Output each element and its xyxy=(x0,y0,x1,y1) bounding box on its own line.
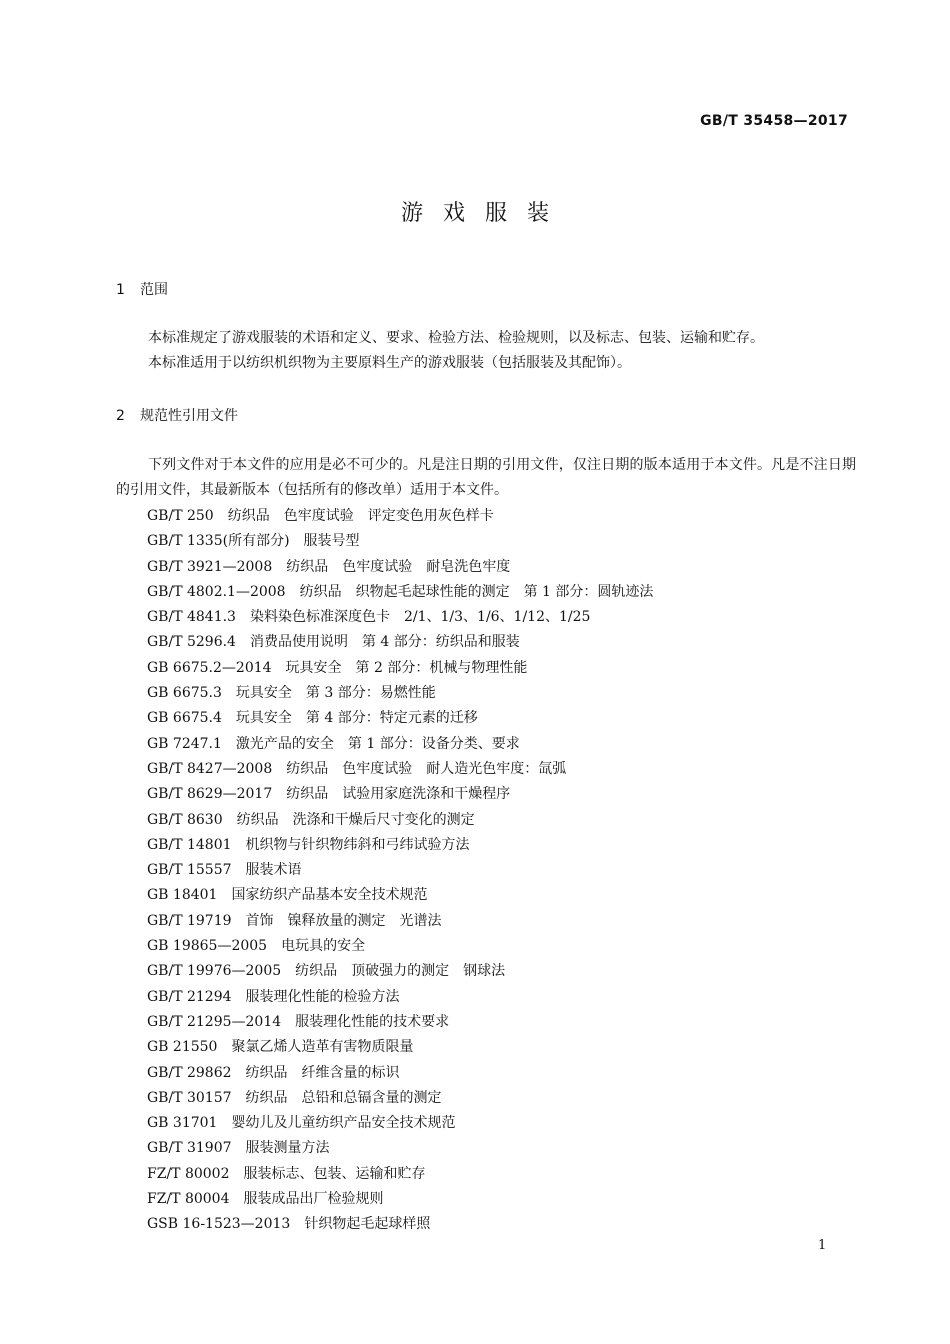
reference-title: 服装术语 xyxy=(245,862,302,879)
reference-item xyxy=(147,504,653,529)
reference-code: FZ/T 80004 xyxy=(147,1191,230,1208)
page-number: 1 xyxy=(818,1238,827,1253)
reference-item xyxy=(147,833,653,858)
reference-code: GB/T 3921—2008 xyxy=(147,558,273,575)
reference-title: 电玩具的安全 xyxy=(281,938,366,955)
reference-title: 纺织品 色牢度试验 评定变色用灰色样卡 xyxy=(227,508,494,524)
reference-item xyxy=(147,757,653,782)
reference-code: GB/T 21295—2014 xyxy=(147,1013,282,1030)
reference-item xyxy=(147,656,653,681)
reference-code: GB/T 250 xyxy=(147,508,214,524)
reference-item xyxy=(147,909,653,934)
reference-item xyxy=(147,1111,653,1136)
reference-item xyxy=(147,630,653,655)
reference-item xyxy=(147,1212,653,1237)
reference-item xyxy=(147,1162,653,1187)
reference-code: GB/T 8427—2008 xyxy=(147,760,273,777)
reference-item xyxy=(147,1035,653,1060)
reference-item xyxy=(147,883,653,908)
reference-title: 聚氯乙烯人造革有害物质限量 xyxy=(231,1039,414,1056)
section-1-title: 范围 xyxy=(140,282,168,298)
reference-item xyxy=(147,706,653,731)
section-1-number: 1 xyxy=(116,282,125,298)
reference-list xyxy=(147,504,653,1238)
section-2-title: 规范性引用文件 xyxy=(140,408,238,424)
reference-title: 国家纺织产品基本安全技术规范 xyxy=(231,887,428,904)
reference-code: GB 21550 xyxy=(147,1039,218,1056)
reference-title: 玩具安全 第 3 部分：易燃性能 xyxy=(235,685,436,702)
reference-code: GB/T 21294 xyxy=(147,988,232,1005)
reference-title: 服装测量方法 xyxy=(245,1140,330,1157)
reference-item xyxy=(147,959,653,984)
reference-title: 服装成品出厂检验规则 xyxy=(243,1191,384,1208)
reference-title: 玩具安全 第 4 部分：特定元素的迁移 xyxy=(235,710,478,727)
reference-item xyxy=(147,985,653,1010)
standard-number: GB/T 35458—2017 xyxy=(700,113,848,129)
reference-code: GB/T 5296.4 xyxy=(147,634,236,651)
reference-item xyxy=(147,934,653,959)
reference-code: GB 6675.4 xyxy=(147,710,222,727)
reference-title: 纺织品 顶破强力的测定 钢球法 xyxy=(295,963,506,980)
reference-item xyxy=(147,858,653,883)
reference-code: GB 19865—2005 xyxy=(147,938,268,955)
section-1-heading xyxy=(116,279,168,299)
reference-code: GB/T 15557 xyxy=(147,862,232,879)
reference-code: GB/T 29862 xyxy=(147,1064,232,1081)
reference-title: 针织物起毛起球样照 xyxy=(304,1216,431,1233)
reference-title: 消费品使用说明 第 4 部分：纺织品和服装 xyxy=(249,634,520,651)
reference-code: GB 7247.1 xyxy=(147,735,222,752)
reference-title: 纺织品 试验用家庭洗涤和干燥程序 xyxy=(286,786,511,803)
reference-item xyxy=(147,1187,653,1212)
section-2-number: 2 xyxy=(116,408,125,424)
reference-title: 首饰 镍释放量的测定 光谱法 xyxy=(245,912,442,929)
reference-code: GB/T 31907 xyxy=(147,1140,232,1157)
reference-title: 纺织品 织物起毛起球性能的测定 第 1 部分：圆轨迹法 xyxy=(299,583,654,600)
reference-code: GB/T 14801 xyxy=(147,836,232,853)
reference-code: GB/T 1335(所有部分) xyxy=(147,533,290,550)
reference-code: GB 18401 xyxy=(147,887,218,904)
scope-paragraph-1: 本标准规定了游戏服装的术语和定义、要求、检验方法、检验规则，以及标志、包装、运输和贮存。 xyxy=(148,330,764,346)
reference-item xyxy=(147,605,653,630)
reference-title: 纺织品 色牢度试验 耐人造光色牢度：氙弧 xyxy=(286,760,567,777)
reference-code: GB/T 19976—2005 xyxy=(147,963,282,980)
reference-item xyxy=(147,782,653,807)
reference-title: 玩具安全 第 2 部分：机械与物理性能 xyxy=(285,659,528,676)
reference-code: GB/T 19719 xyxy=(147,912,232,929)
reference-item xyxy=(147,681,653,706)
reference-code: GB/T 8629—2017 xyxy=(147,786,273,803)
reference-item xyxy=(147,808,653,833)
section-2-heading xyxy=(116,405,238,425)
reference-title: 服装理化性能的检验方法 xyxy=(245,988,400,1005)
reference-title: 纺织品 洗涤和干燥后尺寸变化的测定 xyxy=(236,811,475,828)
reference-title: 服装理化性能的技术要求 xyxy=(295,1013,450,1030)
reference-title: 服装标志、包装、运输和贮存 xyxy=(243,1165,426,1182)
reference-code: GB 6675.2—2014 xyxy=(147,659,272,676)
reference-code: GB 31701 xyxy=(147,1115,218,1132)
reference-item xyxy=(147,1010,653,1035)
reference-title: 婴幼儿及儿童纺织产品安全技术规范 xyxy=(231,1115,456,1132)
reference-title: 纺织品 总铅和总镉含量的测定 xyxy=(245,1089,442,1106)
reference-item xyxy=(147,580,653,605)
reference-item xyxy=(147,555,653,580)
reference-item xyxy=(147,732,653,757)
reference-code: GB/T 4802.1—2008 xyxy=(147,583,286,600)
reference-title: 染料染色标准深度色卡 2/1、1/3、1/6、1/12、1/25 xyxy=(249,609,591,626)
reference-code: GB 6675.3 xyxy=(147,685,222,702)
reference-item xyxy=(147,529,653,554)
reference-title: 机织物与针织物纬斜和弓纬试验方法 xyxy=(245,836,470,853)
reference-item xyxy=(147,1136,653,1161)
references-intro: 下列文件对于本文件的应用是必不可少的。凡是注日期的引用文件，仅注日期的版本适用于本文件。凡是不注日期的引用文件，其最新版本（包括所有的修改单）适用于本文件。 xyxy=(116,457,856,499)
reference-code: GSB 16-1523—2013 xyxy=(147,1216,291,1233)
reference-code: FZ/T 80002 xyxy=(147,1165,230,1182)
reference-title: 激光产品的安全 第 1 部分：设备分类、要求 xyxy=(235,735,520,752)
reference-item xyxy=(147,1086,653,1111)
reference-title: 纺织品 色牢度试验 耐皂洗色牢度 xyxy=(286,558,511,575)
document-title: 游戏服装 xyxy=(400,201,569,226)
reference-code: GB/T 30157 xyxy=(147,1089,232,1106)
reference-title: 纺织品 纤维含量的标识 xyxy=(245,1064,400,1081)
reference-code: GB/T 8630 xyxy=(147,811,223,828)
reference-code: GB/T 4841.3 xyxy=(147,609,236,626)
reference-item xyxy=(147,1061,653,1086)
reference-title: 服装号型 xyxy=(303,533,360,550)
scope-paragraph-2: 本标准适用于以纺织机织物为主要原料生产的游戏服装（包括服装及其配饰）。 xyxy=(148,355,631,371)
